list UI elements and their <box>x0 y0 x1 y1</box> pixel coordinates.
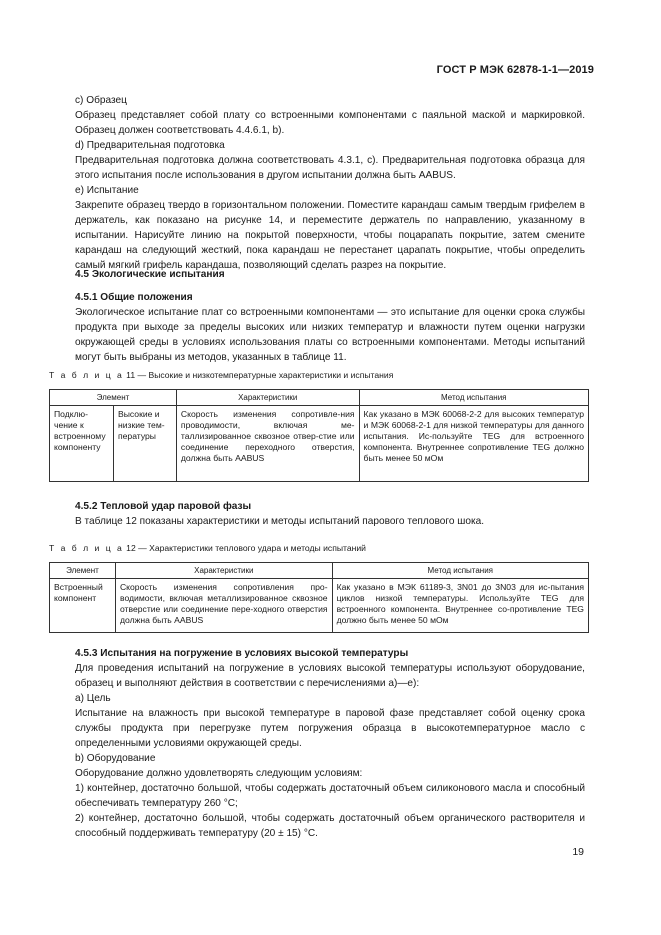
table-11-cell-method: Как указано в МЭК 60068-2-2 для высоких температур и МЭК 60068-2-1 для низкой температуры для данного испытания. Ис-пользуйте TEG для встроенного компонента. Внутреннее сопротивление TEG должно быть менее 50 мОм <box>359 406 588 482</box>
section-4-5-3-b-item-1: 1) контейнер, достаточно большой, чтобы содержать достаточный объем силиконового масла и способный обеспечивать температуру 260 °С; <box>75 783 585 810</box>
table-row <box>50 579 589 633</box>
table-11 <box>49 389 589 482</box>
section-4-5-3-a-body: Испытание на влажность при высокой температуре в паровой фазе представляет собой оценку срока службы продукта при перегрузке путем погружения образца в высокотемпературное масло с определенными условиями окружающей среды. <box>75 708 585 750</box>
section-4-5-3-b-title: b) Оборудование <box>75 753 156 764</box>
page-number: 19 <box>572 846 584 858</box>
table-11-caption <box>49 369 589 381</box>
section-c-body: Образец представляет собой плату со встроенными компонентами с паяльной маской и маркировкой. Образец должен соответствовать 4.4.6.1, b). <box>75 110 585 137</box>
table-11-cell-characteristics: Скорость изменения сопротивле-ния проводимости, включая ме-таллизированное сквозное отвер-стие или соединение переходного отверстия, должна быть AABUS <box>176 406 359 482</box>
section-4-5-3-intro: Для проведения испытаний на погружение в условиях высокой температуры используют оборудование, образец и выполняют действия в соответствии с перечислениями а)—е): <box>75 663 585 690</box>
table-12-cell-characteristics: Скорость изменения сопротивления про-водимости, включая металлизированное сквозное отверстие или соединение пере-ходного отверстия должна быть AABUS <box>115 579 332 633</box>
table-11-cell-subelement: Высокие и низкие тем- пературы <box>113 406 176 482</box>
table-12-caption-text: 12 — Характеристики теплового удара и методы испытаний <box>123 543 366 553</box>
table-11-header-characteristics: Характеристики <box>176 390 359 406</box>
table-12-header-method: Метод испытания <box>332 563 588 579</box>
heading-4-5-2: 4.5.2 Тепловой удар паровой фазы <box>75 501 252 512</box>
section-d-title: d) Предварительная подготовка <box>75 140 225 151</box>
table-12-cell-element: Встроенный компонент <box>50 579 116 633</box>
table-12-caption-prefix: Т а б л и ц а <box>49 543 124 553</box>
section-4-5-1-body: Экологическое испытание плат со встроенными компонентами — это испытание для оценки срока службы продукта при выходе за пределы высоких или низких температур и влажности путем оценки нагрузки окружающей среды в условиях использования платы со встроенными компонентами. Методы испытаний могут быть выбраны из методов, указанных в таблице 11. <box>75 307 585 364</box>
section-4-5-3-a-title: а) Цель <box>75 693 111 704</box>
table-11-header-element: Элемент <box>50 390 177 406</box>
table-12-header-row <box>50 563 589 579</box>
table-11-header-method: Метод испытания <box>359 390 588 406</box>
heading-4-5: 4.5 Экологические испытания <box>75 269 225 280</box>
table-row <box>50 406 589 482</box>
table-11-cell-element: Подклю- чение к встроенному компоненту <box>50 406 114 482</box>
table-12 <box>49 562 589 633</box>
section-4-5-3-b-body: Оборудование должно удовлетворять следующим условиям: <box>75 768 363 779</box>
section-e-body: Закрепите образец твердо в горизонтальном положении. Поместите карандаш самым твердым грифелем в держатель, как показано на рисунке 14, и переместите держатель по направлению, указанному в испытании. Нарисуйте линию на покрытой поверхности, чтобы поцарапать покрытие, затем смените карандаш на следующий жесткий, пока карандаш не перестанет царапать покрытие, чтобы определить самый мягкий грифель карандаша, позволяющий сделать разрез на покрытие. <box>75 200 585 272</box>
heading-4-5-3: 4.5.3 Испытания на погружение в условиях высокой температуры <box>75 648 409 659</box>
heading-4-5-1: 4.5.1 Общие положения <box>75 292 193 303</box>
table-11-caption-prefix: Т а б л и ц а <box>49 370 124 380</box>
section-c-title: с) Образец <box>75 95 127 106</box>
section-4-5-2-body: В таблице 12 показаны характеристики и методы испытаний парового теплового шока. <box>75 516 485 527</box>
section-4-5-3-b-item-2: 2) контейнер, достаточно большой, чтобы содержать достаточный объем органического растворителя и способный поддерживать температуру (20 ± 15) °С. <box>75 813 585 840</box>
section-e-title: e) Испытание <box>75 185 139 196</box>
table-12-caption <box>49 542 589 554</box>
section-d-body: Предварительная подготовка должна соответствовать 4.3.1, c). Предварительная подготовка образца для этого испытания после использования в другом испытании должна быть AABUS. <box>75 155 585 182</box>
table-12-cell-method: Как указано в МЭК 61189-3, 3N01 до 3N03 для ис-пытания циклов низкой температуры. Используйте TEG для встроенного компонента. Внутреннее со-противление TEG должно быть менее 50 мОм <box>332 579 588 633</box>
document-header-id: ГОСТ Р МЭК 62878-1-1—2019 <box>436 64 594 76</box>
table-12-header-characteristics: Характеристики <box>115 563 332 579</box>
table-11-header-row <box>50 390 589 406</box>
table-11-caption-text: 11 — Высокие и низкотемпературные характеристики и испытания <box>123 370 394 380</box>
table-12-header-element: Элемент <box>50 563 116 579</box>
